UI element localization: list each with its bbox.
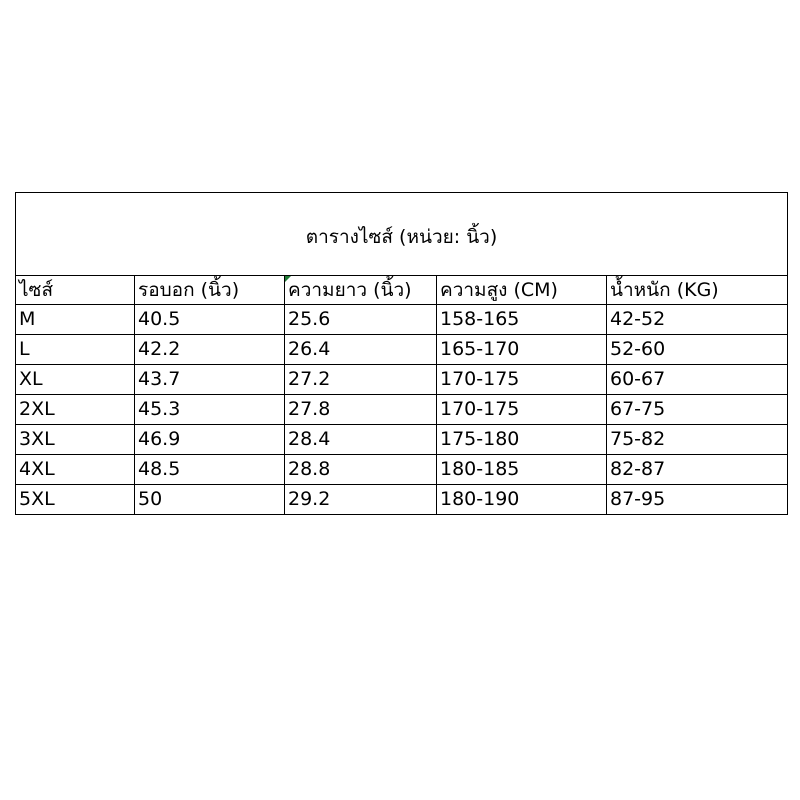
- cell-weight: 42-52: [607, 305, 788, 335]
- cell-chest: 43.7: [135, 365, 285, 395]
- cell-size: 2XL: [16, 395, 135, 425]
- table-row: [16, 365, 788, 395]
- table-row: [16, 485, 788, 515]
- size-chart-table: [15, 192, 788, 515]
- cell-length: 27.8: [285, 395, 437, 425]
- cell-weight: 52-60: [607, 335, 788, 365]
- cell-chest: 46.9: [135, 425, 285, 455]
- cell-length: 25.6: [285, 305, 437, 335]
- cell-weight: 87-95: [607, 485, 788, 515]
- cell-weight: 67-75: [607, 395, 788, 425]
- cell-length: 26.4: [285, 335, 437, 365]
- title-row: [16, 193, 788, 276]
- cell-size: 4XL: [16, 455, 135, 485]
- cell-height: 170-175: [437, 395, 607, 425]
- cell-length: 29.2: [285, 485, 437, 515]
- cell-height: 175-180: [437, 425, 607, 455]
- cell-size: 5XL: [16, 485, 135, 515]
- cell-size: 3XL: [16, 425, 135, 455]
- cell-height: 180-190: [437, 485, 607, 515]
- cell-chest: 48.5: [135, 455, 285, 485]
- cell-height: 180-185: [437, 455, 607, 485]
- cell-chest: 40.5: [135, 305, 285, 335]
- header-weight: น้ำหนัก (KG): [607, 276, 788, 305]
- cell-height: 158-165: [437, 305, 607, 335]
- table-row: [16, 395, 788, 425]
- header-row: [16, 276, 788, 305]
- table-row: [16, 335, 788, 365]
- header-height: ความสูง (CM): [437, 276, 607, 305]
- header-size: ไซส์: [16, 276, 135, 305]
- table-row: [16, 425, 788, 455]
- cell-weight: 82-87: [607, 455, 788, 485]
- cell-height: 170-175: [437, 365, 607, 395]
- cell-length: 28.4: [285, 425, 437, 455]
- table-title: ตารางไซส์ (หน่วย: นิ้ว): [16, 193, 788, 276]
- cell-size: L: [16, 335, 135, 365]
- header-chest: รอบอก (นิ้ว): [135, 276, 285, 305]
- cell-chest: 45.3: [135, 395, 285, 425]
- cell-length: 27.2: [285, 365, 437, 395]
- table-row: [16, 455, 788, 485]
- cell-chest: 42.2: [135, 335, 285, 365]
- cell-length: 28.8: [285, 455, 437, 485]
- cell-weight: 60-67: [607, 365, 788, 395]
- header-length: ความยาว (นิ้ว): [285, 276, 437, 305]
- cell-chest: 50: [135, 485, 285, 515]
- cell-height: 165-170: [437, 335, 607, 365]
- cell-size: XL: [16, 365, 135, 395]
- cell-size: M: [16, 305, 135, 335]
- table-row: [16, 305, 788, 335]
- cell-weight: 75-82: [607, 425, 788, 455]
